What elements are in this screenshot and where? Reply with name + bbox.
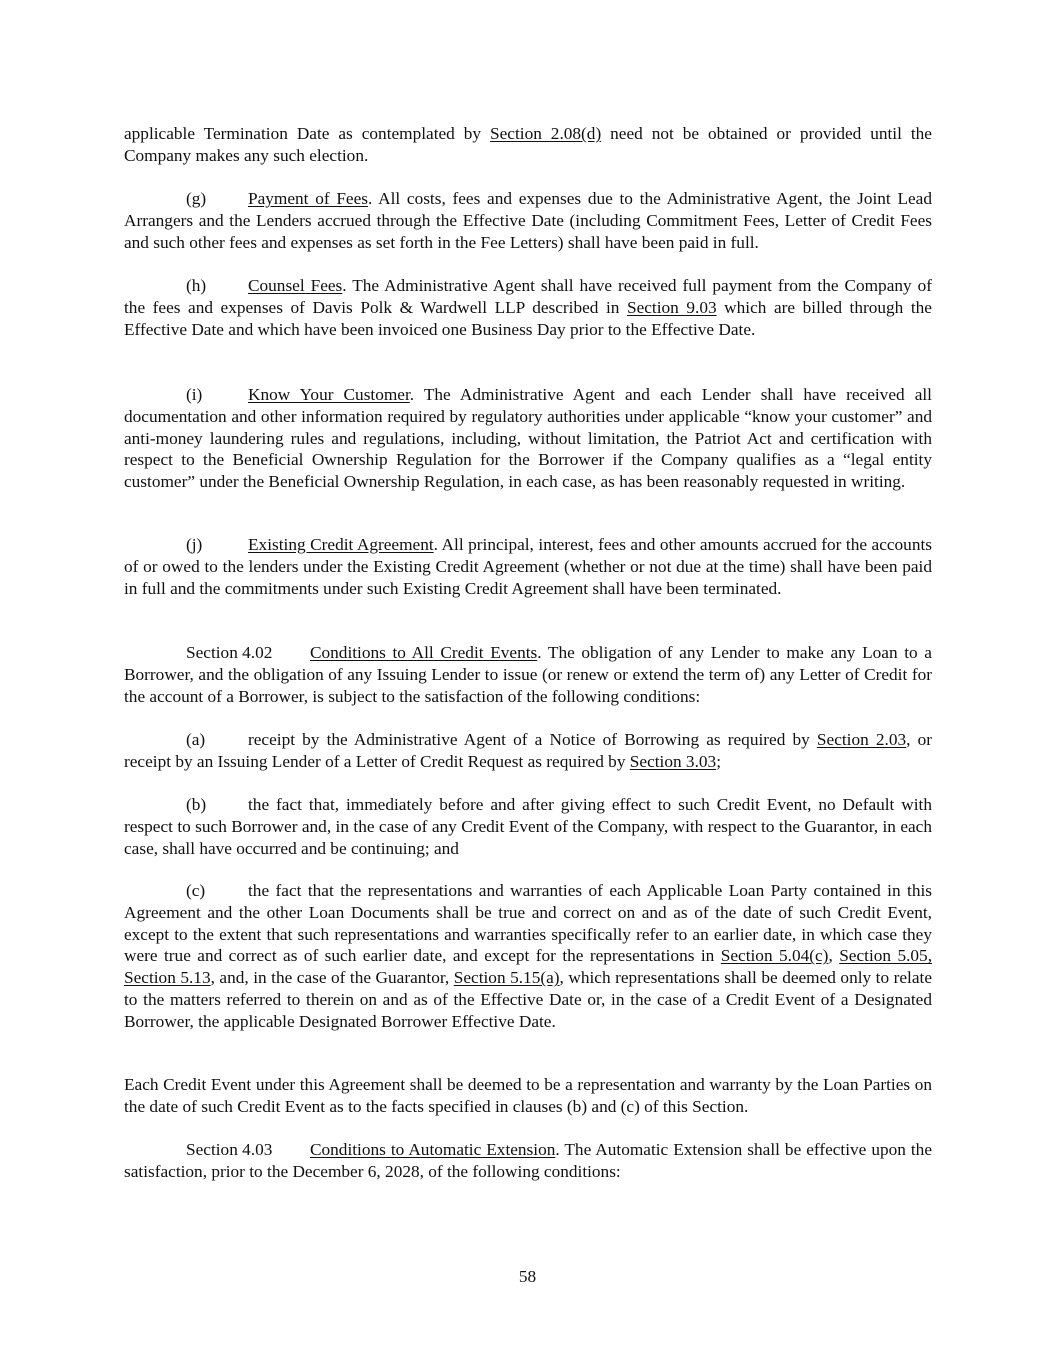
text-run: need not be obtained or provided until the Company makes any such election. bbox=[124, 124, 932, 165]
page-number: 58 bbox=[518, 1267, 537, 1286]
clause-i bbox=[124, 384, 932, 493]
clause-text: , bbox=[828, 946, 840, 966]
section-heading: Conditions to All Credit Events bbox=[310, 643, 538, 662]
section-reference-link: Section 9.03 bbox=[626, 297, 717, 317]
clause-text: ; bbox=[716, 751, 721, 771]
text-run: applicable Termination Date as contemplated by bbox=[124, 124, 491, 143]
section-4-02 bbox=[124, 642, 932, 707]
section-text: . The obligation of any Lender to make any Loan to a Borrower, and the obligation of any Issuing Lender to issue (or renew or extend the term of) any Letter of Credit for the account of a Borrower, is subject to the satisfaction of the following conditions: bbox=[124, 643, 932, 706]
clause-label: (c) bbox=[186, 881, 206, 900]
clause-text: . The Administrative Agent and each Lender shall have received all documentation and other information required by regulatory authorities under applicable “know your customer” and anti-money laundering rules and regulations, including, without limitation, the Patriot Act and certification with respect to the Beneficial Ownership Regulation for the Borrower if the Company qualifies as a “legal entity customer” under the Beneficial Ownership Regulation, in each case, as has been reasonably requested in writing. bbox=[124, 385, 932, 492]
paragraph-text: Each Credit Event under this Agreement shall be deemed to be a representation and warranty by the Loan Parties on the date of such Credit Event as to the facts specified in clauses (b) and (c) of this Section. bbox=[124, 1075, 932, 1116]
section-text: . The Automatic Extension shall be effective upon the satisfaction, prior to the December 6, 2028, of the following conditions: bbox=[124, 1140, 932, 1181]
clause-text: . All principal, interest, fees and other amounts accrued for the accounts of or owed to the lenders under the Existing Credit Agreement (whether or not due at the time) shall have been paid in full and the commitments under such Existing Credit Agreement shall have been terminated. bbox=[124, 535, 932, 598]
clause-label: (g) bbox=[186, 189, 207, 208]
clause-text: , or receipt by an Issuing Lender of a Letter of Credit Request as required by bbox=[124, 730, 932, 771]
clause-a bbox=[124, 729, 932, 773]
clause-text: the fact that, immediately before and after giving effect to such Credit Event, no Default with respect to such Borrower and, in the case of any Credit Event of the Company, with respect to the Guarantor, in each case, shall have occurred and be continuing; and bbox=[124, 795, 932, 858]
section-reference-link: Section 5.05, bbox=[839, 946, 933, 966]
clause-label: (h) bbox=[186, 276, 207, 295]
section-reference-link: Section 2.08(d) bbox=[490, 124, 602, 143]
clause-h bbox=[124, 275, 932, 340]
section-number: Section 4.02 bbox=[186, 643, 273, 662]
clause-j bbox=[124, 534, 932, 599]
section-4-03 bbox=[124, 1139, 932, 1183]
clause-heading: Payment of Fees bbox=[248, 189, 368, 208]
clause-text: . The Administrative Agent shall have received full payment from the Company of the fees and expenses of Davis Polk & Wardwell LLP described in bbox=[124, 276, 932, 317]
section-reference-link: Section 5.13 bbox=[124, 968, 211, 988]
clause-heading: Existing Credit Agreement bbox=[248, 535, 434, 554]
closing-paragraph bbox=[124, 1074, 932, 1118]
clause-text: , which representations shall be deemed only to relate to the matters referred to therein on and as of the Effective Date or, in the case of a Credit Event of a Designated Borrower, the applicable Designated Borrower Effective Date. bbox=[124, 968, 932, 1031]
section-reference-link: Section 2.03 bbox=[816, 730, 907, 749]
clause-text: which are billed through the Effective Date and which have been invoiced one Business Day prior to the Effective Date. bbox=[124, 297, 932, 339]
clause-label: (a) bbox=[186, 730, 206, 749]
section-reference-link: Section 5.15(a) bbox=[453, 968, 560, 988]
clause-heading: Counsel Fees bbox=[248, 276, 343, 295]
clause-label: (j) bbox=[186, 535, 203, 554]
clause-b bbox=[124, 794, 932, 859]
clause-c bbox=[124, 880, 932, 1033]
clause-g bbox=[124, 188, 932, 253]
clause-text: receipt by the Administrative Agent of a Notice of Borrowing as required by bbox=[248, 730, 817, 749]
paragraph-continuation bbox=[124, 123, 932, 167]
section-heading: Conditions to Automatic Extension bbox=[310, 1140, 556, 1159]
clause-text: , and, in the case of the Guarantor, bbox=[210, 968, 454, 988]
section-number: Section 4.03 bbox=[186, 1140, 273, 1159]
clause-label: (i) bbox=[186, 385, 203, 404]
section-reference-link: Section 3.03 bbox=[629, 751, 717, 771]
clause-label: (b) bbox=[186, 795, 207, 814]
clause-heading: Know Your Customer bbox=[248, 385, 410, 404]
clause-text: . All costs, fees and expenses due to the Administrative Agent, the Joint Lead Arrangers and the Lenders accrued through the Effective Date (including Commitment Fees, Letter of Credit Fees and such other fees and expenses as set forth in the Fee Letters) shall have been paid in full. bbox=[124, 189, 932, 252]
clause-text: the fact that the representations and warranties of each Applicable Loan Party contained in this Agreement and the other Loan Documents shall be true and correct on and as of the date of such Credit Event, except to the extent that such representations and warranties specifically refer to an earlier date, in which case they were true and correct as of such earlier date, and except for the representations in bbox=[124, 881, 932, 966]
section-reference-link: Section 5.04(c) bbox=[720, 946, 829, 966]
